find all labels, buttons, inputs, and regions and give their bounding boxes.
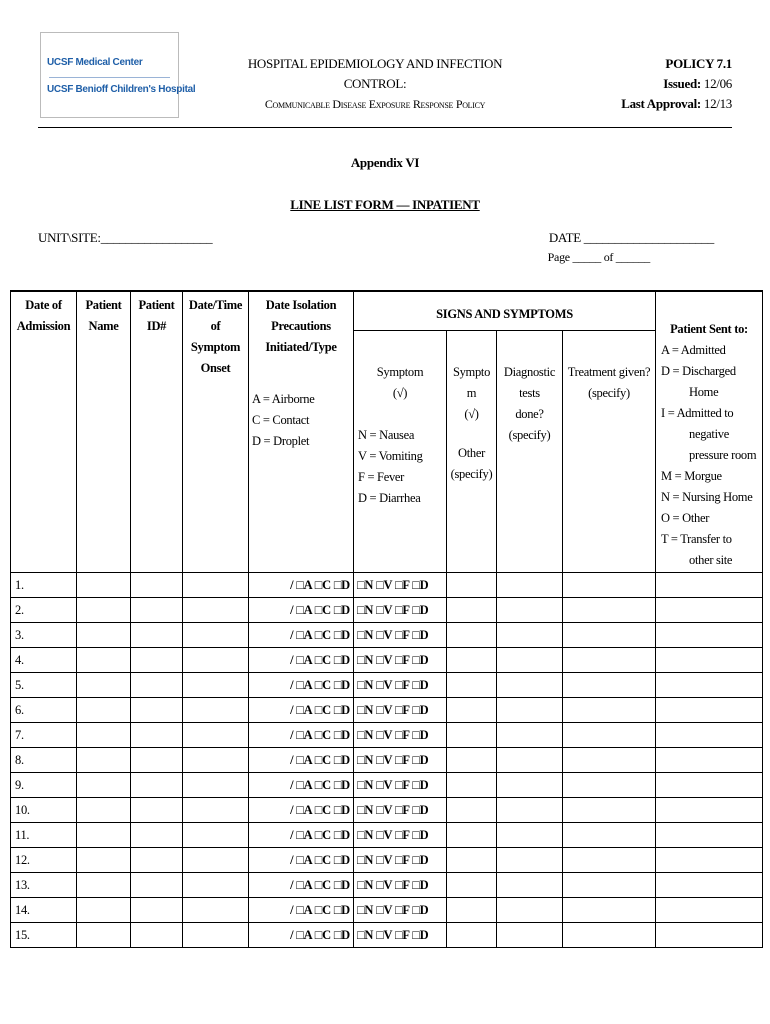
diagnostic-line-2: tests bbox=[519, 386, 540, 400]
symptom-code-line-3: F = Fever bbox=[358, 470, 405, 484]
sent-to-cell[interactable] bbox=[656, 723, 763, 748]
treatment-cell[interactable] bbox=[562, 673, 656, 697]
row-number: 13. bbox=[11, 873, 77, 898]
isolation-checkboxes[interactable]: / □A □C □D bbox=[249, 848, 354, 873]
symptom-other-cell[interactable] bbox=[446, 873, 496, 897]
patient-name-line-2: Name bbox=[88, 319, 119, 333]
sent-to-codes bbox=[656, 340, 762, 571]
header-patient-sent-to bbox=[656, 291, 763, 573]
patient-id-cell[interactable] bbox=[131, 698, 183, 723]
table-row bbox=[11, 773, 763, 798]
date-time-line-1: Date/Time bbox=[188, 298, 243, 312]
sent-code-9: O = Other bbox=[661, 511, 710, 525]
patient-name-cell[interactable] bbox=[77, 698, 131, 723]
row-number: 6. bbox=[11, 698, 77, 723]
table-row bbox=[11, 923, 763, 948]
diagnostic-cell[interactable] bbox=[496, 798, 562, 822]
symptom-line-2: (√) bbox=[392, 386, 408, 400]
diagnostic-cell[interactable] bbox=[496, 773, 562, 797]
header-title-line2: CONTROL: bbox=[343, 76, 407, 91]
header-date-of-admission bbox=[11, 291, 77, 573]
diagnostic-cell[interactable] bbox=[496, 748, 562, 772]
isolation-checkboxes[interactable]: / □A □C □D bbox=[249, 698, 354, 723]
patient-name-cell[interactable] bbox=[77, 823, 131, 848]
symptom-other-cell[interactable] bbox=[446, 573, 496, 597]
symptom-checkboxes[interactable]: □N □V □F □D bbox=[357, 728, 429, 742]
line-list-table bbox=[10, 290, 763, 948]
sent-code-4: I = Admitted to bbox=[661, 406, 734, 420]
isolation-checkboxes[interactable]: / □A □C □D bbox=[249, 923, 354, 948]
table-row bbox=[11, 848, 763, 873]
signs-cells bbox=[354, 748, 656, 773]
isolation-checkboxes[interactable]: / □A □C □D bbox=[249, 723, 354, 748]
sent-to-cell[interactable] bbox=[656, 648, 763, 673]
isolation-code-line-3: D = Droplet bbox=[252, 434, 310, 448]
header-isolation-precautions bbox=[249, 291, 354, 573]
sent-code-7: M = Morgue bbox=[661, 469, 722, 483]
symptom-checkboxes[interactable]: □N □V □F □D bbox=[357, 753, 429, 767]
symptom-line-1: Symptom bbox=[376, 365, 424, 379]
onset-cell[interactable] bbox=[183, 848, 249, 873]
symptom2-other-line-2: (specify) bbox=[450, 467, 493, 481]
sent-to-cell[interactable] bbox=[656, 923, 763, 948]
symptom2-line-2: m bbox=[466, 386, 477, 400]
approval-label: Last Approval: bbox=[621, 96, 701, 111]
signs-cells bbox=[354, 798, 656, 823]
sent-to-cell[interactable] bbox=[656, 698, 763, 723]
sent-to-cell[interactable] bbox=[656, 673, 763, 698]
treatment-cell[interactable] bbox=[562, 698, 656, 722]
symptom-other-cell[interactable] bbox=[446, 848, 496, 872]
patient-name-cell[interactable] bbox=[77, 598, 131, 623]
signs-cells bbox=[354, 823, 656, 848]
subheader-diagnostic-tests bbox=[496, 330, 562, 572]
sent-to-cell[interactable] bbox=[656, 598, 763, 623]
treatment-cell[interactable] bbox=[562, 898, 656, 922]
isolation-checkboxes[interactable]: / □A □C □D bbox=[249, 648, 354, 673]
symptom-checkboxes[interactable]: □N □V □F □D bbox=[357, 828, 429, 842]
appendix-title: Appendix VI bbox=[350, 155, 420, 170]
patient-id-line-1: Patient bbox=[138, 298, 175, 312]
signs-cells bbox=[354, 773, 656, 798]
diagnostic-cell[interactable] bbox=[496, 598, 562, 622]
symptom-other-cell[interactable] bbox=[446, 773, 496, 797]
table-row bbox=[11, 648, 763, 673]
issued-label: Issued: bbox=[663, 76, 701, 91]
diagnostic-cell[interactable] bbox=[496, 923, 562, 947]
diagnostic-cell[interactable] bbox=[496, 873, 562, 897]
symptom-checkboxes[interactable]: □N □V □F □D bbox=[357, 703, 429, 717]
signs-cells bbox=[354, 573, 656, 598]
patient-name-cell[interactable] bbox=[77, 773, 131, 798]
row-number: 1. bbox=[11, 573, 77, 598]
patient-id-cell[interactable] bbox=[131, 848, 183, 873]
diagnostic-cell[interactable] bbox=[496, 823, 562, 847]
header-patient-name bbox=[77, 291, 131, 573]
sent-to-cell[interactable] bbox=[656, 823, 763, 848]
table-row bbox=[11, 748, 763, 773]
patient-name-cell[interactable] bbox=[77, 873, 131, 898]
form-title: LINE LIST FORM — INPATIENT bbox=[290, 197, 480, 212]
onset-cell[interactable] bbox=[183, 873, 249, 898]
onset-cell[interactable] bbox=[183, 648, 249, 673]
isolation-checkboxes[interactable]: / □A □C □D bbox=[249, 798, 354, 823]
isolation-line-3: Initiated/Type bbox=[265, 340, 337, 354]
sent-code-10: T = Transfer to bbox=[661, 532, 732, 546]
sent-code-5: negative bbox=[689, 427, 729, 441]
row-number: 7. bbox=[11, 723, 77, 748]
symptom-other bbox=[447, 443, 496, 485]
patient-id-cell[interactable] bbox=[131, 623, 183, 648]
isolation-checkboxes[interactable]: / □A □C □D bbox=[249, 598, 354, 623]
symptom-checkboxes[interactable]: □N □V □F □D bbox=[357, 928, 429, 942]
patient-name-cell[interactable] bbox=[77, 673, 131, 698]
isolation-checkboxes[interactable]: / □A □C □D bbox=[249, 748, 354, 773]
logo-line-medical-center: UCSF Medical Center bbox=[47, 57, 143, 68]
patient-name-cell[interactable] bbox=[77, 573, 131, 598]
symptom2-other-line-1: Other bbox=[458, 446, 485, 460]
issued-value: 12/06 bbox=[703, 76, 732, 91]
onset-cell[interactable] bbox=[183, 823, 249, 848]
sent-to-cell[interactable] bbox=[656, 773, 763, 798]
symptom-other-cell[interactable] bbox=[446, 798, 496, 822]
symptom-other-cell[interactable] bbox=[446, 723, 496, 747]
treatment-cell[interactable] bbox=[562, 798, 656, 822]
subheader-symptom bbox=[354, 330, 446, 572]
symptom-checkboxes[interactable]: □N □V □F □D bbox=[357, 628, 429, 642]
signs-cells bbox=[354, 923, 656, 948]
signs-cells bbox=[354, 873, 656, 898]
symptom-other-cell[interactable] bbox=[446, 748, 496, 772]
symptom-other-cell[interactable] bbox=[446, 823, 496, 847]
patient-name-cell[interactable] bbox=[77, 798, 131, 823]
treatment-cell[interactable] bbox=[562, 723, 656, 747]
sent-to-cell[interactable] bbox=[656, 573, 763, 598]
patient-name-line-1: Patient bbox=[85, 298, 122, 312]
treatment-cell[interactable] bbox=[562, 748, 656, 772]
policy-info bbox=[621, 54, 732, 114]
date-time-line-4: Onset bbox=[200, 361, 231, 375]
patient-id-cell[interactable] bbox=[131, 573, 183, 598]
sent-code-2: D = Discharged bbox=[661, 364, 736, 378]
row-number: 10. bbox=[11, 798, 77, 823]
symptom-other-cell[interactable] bbox=[446, 898, 496, 922]
signs-cells bbox=[354, 598, 656, 623]
onset-cell[interactable] bbox=[183, 623, 249, 648]
onset-cell[interactable] bbox=[183, 598, 249, 623]
patient-name-cell[interactable] bbox=[77, 723, 131, 748]
patient-id-cell[interactable] bbox=[131, 823, 183, 848]
treatment-cell[interactable] bbox=[562, 773, 656, 797]
table-row bbox=[11, 573, 763, 598]
patient-name-cell[interactable] bbox=[77, 848, 131, 873]
onset-cell[interactable] bbox=[183, 723, 249, 748]
row-number: 2. bbox=[11, 598, 77, 623]
onset-cell[interactable] bbox=[183, 698, 249, 723]
header-title-line1: HOSPITAL EPIDEMIOLOGY AND INFECTION bbox=[247, 56, 503, 71]
date-field[interactable]: DATE _____________________ bbox=[548, 230, 714, 245]
symptom-code-line-1: N = Nausea bbox=[358, 428, 415, 442]
diagnostic-cell[interactable] bbox=[496, 673, 562, 697]
row-number: 5. bbox=[11, 673, 77, 698]
signs-cells bbox=[354, 648, 656, 673]
header-signs-and-symptoms bbox=[354, 291, 656, 573]
row-number: 11. bbox=[11, 823, 77, 848]
page-field[interactable]: Page _____ of ______ bbox=[547, 250, 650, 264]
table-row bbox=[11, 598, 763, 623]
patient-id-line-2: ID# bbox=[146, 319, 167, 333]
table-row bbox=[11, 698, 763, 723]
subheader-symptom-other bbox=[446, 330, 496, 572]
policy-header-title bbox=[210, 54, 540, 114]
table-row bbox=[11, 823, 763, 848]
table-row bbox=[11, 623, 763, 648]
signs-cells bbox=[354, 723, 656, 748]
diagnostic-cell[interactable] bbox=[496, 573, 562, 597]
diagnostic-line-3: done? bbox=[515, 407, 544, 421]
date-time-line-3: Symptom bbox=[190, 340, 241, 354]
patient-id-cell[interactable] bbox=[131, 898, 183, 923]
treatment-cell[interactable] bbox=[562, 823, 656, 847]
treatment-cell[interactable] bbox=[562, 873, 656, 897]
patient-id-cell[interactable] bbox=[131, 798, 183, 823]
row-number: 14. bbox=[11, 898, 77, 923]
patient-name-cell[interactable] bbox=[77, 748, 131, 773]
signs-symptoms-title: SIGNS AND SYMPTOMS bbox=[354, 292, 655, 331]
patient-id-cell[interactable] bbox=[131, 648, 183, 673]
unit-site-field[interactable]: UNIT\SITE:__________________ bbox=[38, 230, 213, 245]
patient-id-cell[interactable] bbox=[131, 598, 183, 623]
table-row bbox=[11, 798, 763, 823]
table-row bbox=[11, 673, 763, 698]
symptom2-line-1: Sympto bbox=[452, 365, 491, 379]
row-number: 8. bbox=[11, 748, 77, 773]
sent-to-cell[interactable] bbox=[656, 873, 763, 898]
patient-id-cell[interactable] bbox=[131, 923, 183, 948]
diagnostic-cell[interactable] bbox=[496, 698, 562, 722]
header-patient-id bbox=[131, 291, 183, 573]
isolation-checkboxes[interactable]: / □A □C □D bbox=[249, 773, 354, 798]
policy-number: POLICY 7.1 bbox=[665, 56, 732, 71]
patient-id-cell[interactable] bbox=[131, 723, 183, 748]
table-header-row bbox=[11, 291, 763, 573]
subheader-treatment bbox=[562, 330, 655, 572]
onset-cell[interactable] bbox=[183, 748, 249, 773]
symptom-checkboxes[interactable]: □N □V □F □D bbox=[357, 653, 429, 667]
symptom-code-line-2: V = Vomiting bbox=[358, 449, 423, 463]
row-number: 9. bbox=[11, 773, 77, 798]
logo-divider bbox=[49, 77, 170, 78]
patient-id-cell[interactable] bbox=[131, 748, 183, 773]
symptom-other-cell[interactable] bbox=[446, 648, 496, 672]
table-row bbox=[11, 898, 763, 923]
diagnostic-cell[interactable] bbox=[496, 648, 562, 672]
sent-to-cell[interactable] bbox=[656, 748, 763, 773]
patient-name-cell[interactable] bbox=[77, 648, 131, 673]
signs-cells bbox=[354, 673, 656, 698]
isolation-checkboxes[interactable]: / □A □C □D bbox=[249, 623, 354, 648]
signs-cells bbox=[354, 623, 656, 648]
symptom2-line-3: (√) bbox=[464, 407, 479, 421]
isolation-code-line-1: A = Airborne bbox=[252, 392, 315, 406]
logo-line-childrens-hospital: UCSF Benioff Children's Hospital bbox=[47, 84, 196, 95]
date-time-line-2: of bbox=[210, 319, 221, 333]
treatment-line-1: Treatment given? bbox=[567, 365, 651, 379]
table-row bbox=[11, 873, 763, 898]
sent-to-cell[interactable] bbox=[656, 798, 763, 823]
sent-code-11: other site bbox=[689, 553, 733, 567]
sent-code-6: pressure room bbox=[689, 448, 757, 462]
diagnostic-line-1: Diagnostic bbox=[503, 365, 556, 379]
symptom-checkboxes[interactable]: □N □V □F □D bbox=[357, 853, 429, 867]
treatment-cell[interactable] bbox=[562, 573, 656, 597]
patient-name-cell[interactable] bbox=[77, 923, 131, 948]
diagnostic-cell[interactable] bbox=[496, 848, 562, 872]
row-number: 4. bbox=[11, 648, 77, 673]
diagnostic-cell[interactable] bbox=[496, 723, 562, 747]
policy-name: Communicable Disease Exposure Response Policy bbox=[264, 97, 486, 111]
symptom-other-cell[interactable] bbox=[446, 598, 496, 622]
symptom-checkboxes[interactable]: □N □V □F □D bbox=[357, 778, 429, 792]
header-date-time-onset bbox=[183, 291, 249, 573]
onset-cell[interactable] bbox=[183, 773, 249, 798]
treatment-cell[interactable] bbox=[562, 848, 656, 872]
isolation-checkboxes[interactable]: / □A □C □D bbox=[249, 873, 354, 898]
patient-name-cell[interactable] bbox=[77, 898, 131, 923]
symptom-checkboxes[interactable]: □N □V □F □D bbox=[357, 803, 429, 817]
symptom-checkboxes[interactable]: □N □V □F □D bbox=[357, 878, 429, 892]
diagnostic-line-4: (specify) bbox=[508, 428, 551, 442]
sent-to-cell[interactable] bbox=[656, 898, 763, 923]
diagnostic-cell[interactable] bbox=[496, 623, 562, 647]
onset-cell[interactable] bbox=[183, 923, 249, 948]
sent-code-3: Home bbox=[689, 385, 719, 399]
onset-cell[interactable] bbox=[183, 898, 249, 923]
symptom-other-cell[interactable] bbox=[446, 673, 496, 697]
sent-to-cell[interactable] bbox=[656, 848, 763, 873]
date-admission-line-2: Admission bbox=[16, 319, 71, 333]
onset-cell[interactable] bbox=[183, 573, 249, 598]
isolation-checkboxes[interactable]: / □A □C □D bbox=[249, 673, 354, 698]
sent-to-title: Patient Sent to: bbox=[670, 322, 748, 336]
symptom-checkboxes[interactable]: □N □V □F □D bbox=[357, 578, 429, 592]
isolation-checkboxes[interactable]: / □A □C □D bbox=[249, 573, 354, 598]
row-number: 15. bbox=[11, 923, 77, 948]
symptom-codes bbox=[354, 425, 446, 509]
header-divider bbox=[38, 127, 732, 128]
date-admission-line-1: Date of bbox=[25, 298, 62, 312]
symptom-other-cell[interactable] bbox=[446, 698, 496, 722]
signs-cells bbox=[354, 898, 656, 923]
diagnostic-cell[interactable] bbox=[496, 898, 562, 922]
onset-cell[interactable] bbox=[183, 673, 249, 698]
row-number: 3. bbox=[11, 623, 77, 648]
treatment-line-2: (specify) bbox=[588, 386, 630, 400]
treatment-cell[interactable] bbox=[562, 623, 656, 647]
sent-to-cell[interactable] bbox=[656, 623, 763, 648]
patient-id-cell[interactable] bbox=[131, 673, 183, 698]
treatment-cell[interactable] bbox=[562, 923, 656, 947]
isolation-line-1: Date Isolation bbox=[265, 298, 337, 312]
patient-id-cell[interactable] bbox=[131, 773, 183, 798]
row-number: 12. bbox=[11, 848, 77, 873]
isolation-checkboxes[interactable]: / □A □C □D bbox=[249, 823, 354, 848]
signs-cells bbox=[354, 698, 656, 723]
symptom-checkboxes[interactable]: □N □V □F □D bbox=[357, 678, 429, 692]
symptom-code-line-4: D = Diarrhea bbox=[358, 491, 421, 505]
symptom-other-cell[interactable] bbox=[446, 623, 496, 647]
treatment-cell[interactable] bbox=[562, 648, 656, 672]
isolation-line-2: Precautions bbox=[271, 319, 331, 333]
patient-name-cell[interactable] bbox=[77, 623, 131, 648]
isolation-code-line-2: C = Contact bbox=[252, 413, 310, 427]
table-row bbox=[11, 723, 763, 748]
isolation-codes bbox=[249, 389, 353, 452]
isolation-checkboxes[interactable]: / □A □C □D bbox=[249, 898, 354, 923]
sent-code-1: A = Admitted bbox=[661, 343, 726, 357]
onset-cell[interactable] bbox=[183, 798, 249, 823]
symptom-checkboxes[interactable]: □N □V □F □D bbox=[357, 603, 429, 617]
approval-value: 12/13 bbox=[703, 96, 732, 111]
ucsf-logo bbox=[40, 32, 196, 118]
sent-code-8: N = Nursing Home bbox=[661, 490, 753, 504]
symptom-checkboxes[interactable]: □N □V □F □D bbox=[357, 903, 429, 917]
signs-cells bbox=[354, 848, 656, 873]
patient-id-cell[interactable] bbox=[131, 873, 183, 898]
treatment-cell[interactable] bbox=[562, 598, 656, 622]
symptom-other-cell[interactable] bbox=[446, 923, 496, 947]
